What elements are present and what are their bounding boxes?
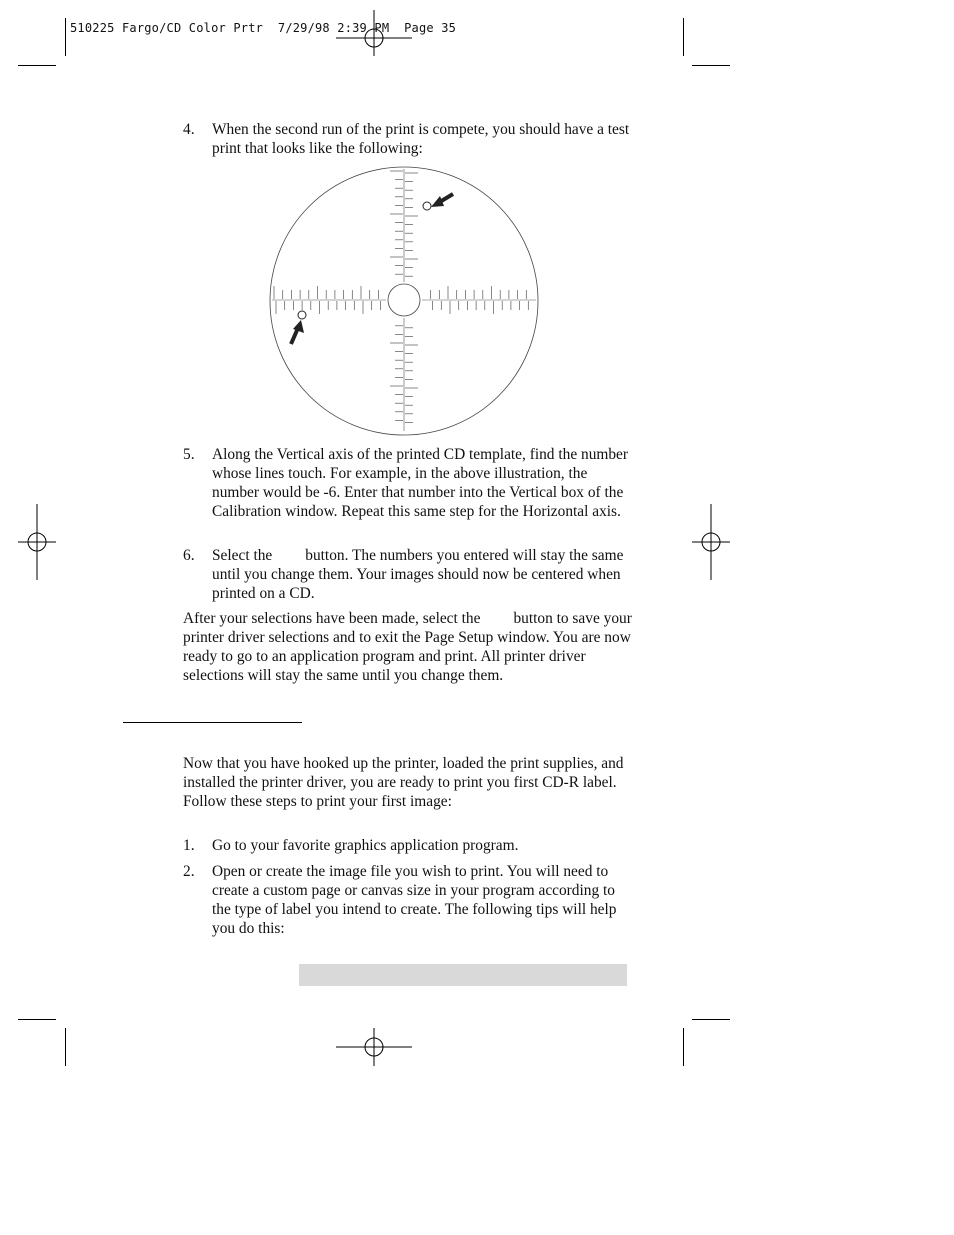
step-text — [212, 546, 632, 603]
crop-mark-bottom-right-horizontal — [692, 1019, 730, 1020]
step-text-before: Select the — [212, 547, 273, 564]
registration-mark-right-icon — [692, 504, 730, 580]
crop-mark-top-left-vertical — [65, 18, 66, 56]
step-text-after: button. The numbers you entered will stay the same until you change them. Your images should now be centered when printed on a CD. — [212, 547, 624, 602]
arrow-pointer-lower-icon — [291, 320, 304, 344]
step-number: 6. — [183, 547, 195, 564]
step-text: When the second run of the print is compete, you should have a test print that looks like the following: — [212, 121, 630, 157]
step-number: 5. — [183, 446, 195, 463]
closing-paragraph-after: button to save your printer driver selections and to exit the Page Setup window. You are now ready to go to an application program and print. All printer driver selections will stay the same until you change them. — [183, 610, 632, 684]
horizontal-match-marker — [298, 311, 306, 319]
horizontal-axis-ticks — [272, 286, 536, 314]
registration-mark-left-icon — [18, 504, 56, 580]
crop-mark-top-left-horizontal — [18, 65, 56, 66]
step-number: 4. — [183, 121, 195, 138]
closing-paragraph-before: After your selections have been made, select the — [183, 610, 481, 627]
printer-slug-line: 510225 Fargo/CD Color Prtr 7/29/98 2:39 PM Page 35 — [70, 21, 457, 35]
step-number: 1. — [183, 837, 195, 854]
cd-center-hole — [388, 284, 420, 316]
step-text: Open or create the image file you wish to print. You will need to create a custom page or canvas size in your program according to the type of label you intend to create. The following tips will help you do this: — [212, 863, 617, 937]
vertical-axis-ticks — [390, 169, 418, 431]
section-divider-rule — [123, 722, 302, 723]
closing-paragraph — [183, 609, 633, 685]
crop-mark-top-right-vertical — [683, 18, 684, 56]
tips-header-bar — [299, 964, 627, 986]
registration-mark-top-icon — [336, 10, 412, 56]
vertical-match-marker — [423, 202, 431, 210]
intro-paragraph: Now that you have hooked up the printer, loaded the print supplies, and installed the printer driver, you are ready to print you first CD-R label. Follow these steps to print your first image: — [183, 755, 624, 810]
step-number: 2. — [183, 863, 195, 880]
crop-mark-bottom-right-vertical — [683, 1028, 684, 1066]
crop-mark-bottom-left-horizontal — [18, 1019, 56, 1020]
registration-mark-bottom-icon — [336, 1028, 412, 1068]
step-text: Go to your favorite graphics application program. — [212, 837, 519, 854]
crop-mark-top-right-horizontal — [692, 65, 730, 66]
crop-mark-bottom-left-vertical — [65, 1028, 66, 1066]
step-text: Along the Vertical axis of the printed CD template, find the number whose lines touch. For example, in the above illustration, the number would be -6. Enter that number into the Vertical box of the Calibration window. Repeat this same step for the Horizontal axis. — [212, 446, 629, 520]
arrow-pointer-upper-icon — [431, 194, 453, 207]
cd-calibration-test-print-icon — [266, 163, 542, 439]
